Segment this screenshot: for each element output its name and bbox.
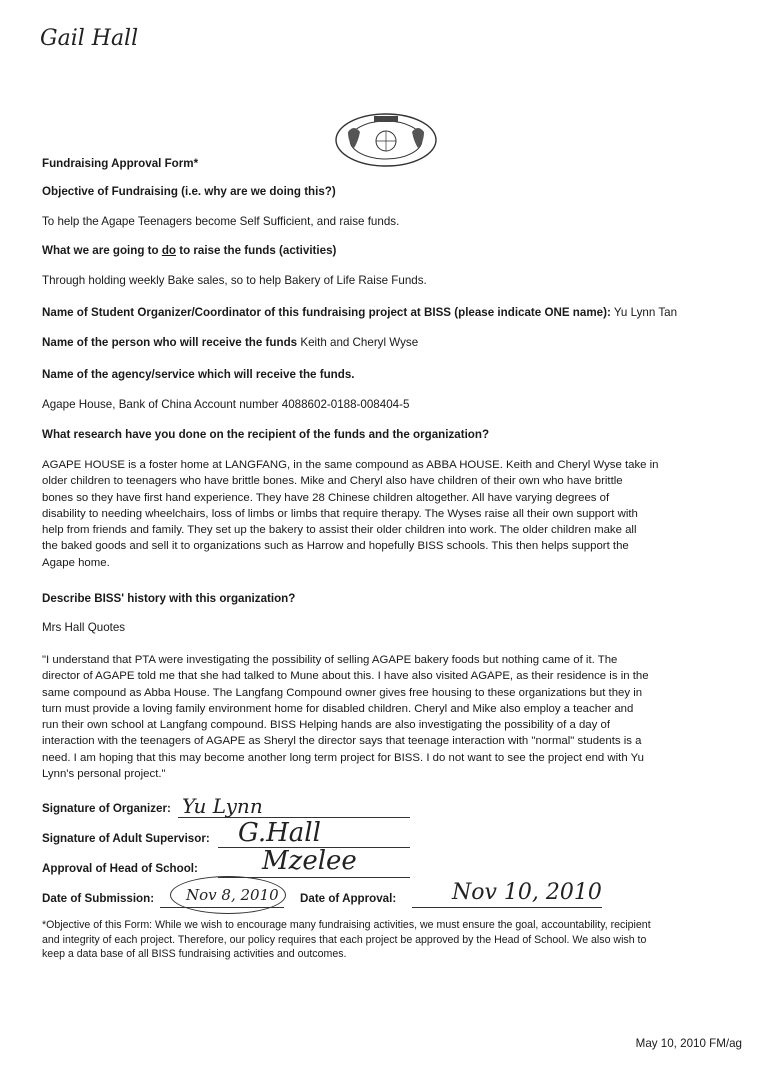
objective-answer: To help the Agape Teenagers become Self Sufficient, and raise funds. xyxy=(42,215,400,228)
research-line: AGAPE HOUSE is a foster home at LANGFANG, in the same compound as ABBA HOUSE. Keith and Cheryl Wyse take in xyxy=(42,459,659,471)
recipient-answer: Keith and Cheryl Wyse xyxy=(297,336,419,349)
approval-date-label: Date of Approval: xyxy=(300,892,397,905)
organizer-signature-label: Signature of Organizer: xyxy=(42,802,171,815)
history-question: Describe BISS' history with this organization? xyxy=(42,592,296,605)
objective-question: Objective of Fundraising (i.e. why are we doing this?) xyxy=(42,185,336,198)
submission-date-label: Date of Submission: xyxy=(42,892,155,905)
organizer-answer: Yu Lynn Tan xyxy=(610,306,678,319)
history-line: Lynn's personal project." xyxy=(42,768,166,781)
agency-answer: Agape House, Bank of China Account number 4088602-0188-008404-5 xyxy=(42,398,410,411)
school-seal xyxy=(334,112,438,168)
organizer-question: Name of Student Organizer/Coordinator of this fundraising project at BISS (please indicate ONE name): xyxy=(42,306,611,319)
quotes-label: Mrs Hall Quotes xyxy=(42,621,126,634)
supervisor-signature: G.Hall xyxy=(238,818,321,848)
organizer-row xyxy=(42,306,677,319)
footnote-line: *Objective of this Form: While we wish to encourage many fundraising activities, we must ensure the goal, accountability, recipient xyxy=(42,919,651,931)
research-question: What research have you done on the recipient of the funds and the organization? xyxy=(42,428,490,441)
organizer-signature: Yu Lynn xyxy=(182,794,263,818)
research-line: help from friends and family. They set up the bakery to assist their older children into work. The older children make all xyxy=(42,524,637,537)
recipient-row xyxy=(42,336,418,349)
research-line: bones so they have first hand experience. They have 28 Chinese children altogether. All have varying degrees of xyxy=(42,491,610,504)
footnote xyxy=(42,918,747,962)
history-line: same compound as Abba House. The Langfang Compound owner gives free housing to these organizations but they in xyxy=(42,686,643,699)
supervisor-signature-label: Signature of Adult Supervisor: xyxy=(42,832,210,845)
submission-date-circle xyxy=(170,876,286,914)
head-signature: Mzelee xyxy=(262,846,357,876)
recipient-question: Name of the person who will receive the funds xyxy=(42,336,298,349)
activities-question xyxy=(42,244,336,257)
research-paragraph xyxy=(42,457,742,571)
approval-date: Nov 10, 2010 xyxy=(452,880,602,905)
activities-question-underlined: do xyxy=(161,244,176,257)
activities-question-end: to raise the funds (activities) xyxy=(175,244,337,257)
history-paragraph xyxy=(42,652,742,782)
seal-emblem-icon xyxy=(334,112,438,168)
research-line: Agape home. xyxy=(42,556,110,569)
research-line: older children to teenagers who have brittle bones. Mike and Cheryl also have children of their own who have brittle xyxy=(42,475,623,488)
head-approval-label: Approval of Head of School: xyxy=(42,862,198,875)
footnote-line: and integrity of each project. Therefore, our policy requires that each project be approved by the Head of School. We also wish to xyxy=(42,933,647,946)
footnote-line: keep a data base of all BISS fundraising activities and outcomes. xyxy=(42,948,347,961)
history-line: director of AGAPE told me that she had talked to Mune about this. I have also visited AGAPE, as their residence is in the xyxy=(42,670,649,683)
research-line: disability to needing wheelchairs, loss of limbs or limbs that require therapy. The Wyses raise all their own support with xyxy=(42,507,638,520)
footer-date: May 10, 2010 FM/ag xyxy=(635,1037,742,1050)
history-line: run their own school at Langfang compound. BISS Helping hands are also investigating the possibility of a day of xyxy=(42,719,610,732)
activities-answer: Through holding weekly Bake sales, so to help Bakery of Life Raise Funds. xyxy=(42,274,427,287)
history-line: need. I am hoping that this may become another long term project for BISS. I do not want to see the project end with Yu xyxy=(42,751,644,764)
form-title: Fundraising Approval Form* xyxy=(42,157,199,170)
history-line: turn must provide a loving family environment home for disabled children. Cheryl and Mike also employ a teacher and xyxy=(42,702,634,715)
history-line: "I understand that PTA were investigating the possibility of selling AGAPE bakery foods but nothing came of it. The xyxy=(42,654,618,666)
history-line: interaction with the teenagers of AGAPE as Sheryl the director says that teenage interaction with "normal" students is a xyxy=(42,735,642,748)
approval-date-line xyxy=(412,907,602,908)
submission-date: Nov 8, 2010 xyxy=(186,886,279,904)
handwritten-name: Gail Hall xyxy=(40,26,139,51)
research-line: the baked goods and sell it to organizations such as Harrow and hopefully BISS schools. This then helps support the xyxy=(42,540,629,553)
agency-question: Name of the agency/service which will receive the funds. xyxy=(42,368,355,381)
activities-question-start: What we are going to xyxy=(42,244,162,257)
